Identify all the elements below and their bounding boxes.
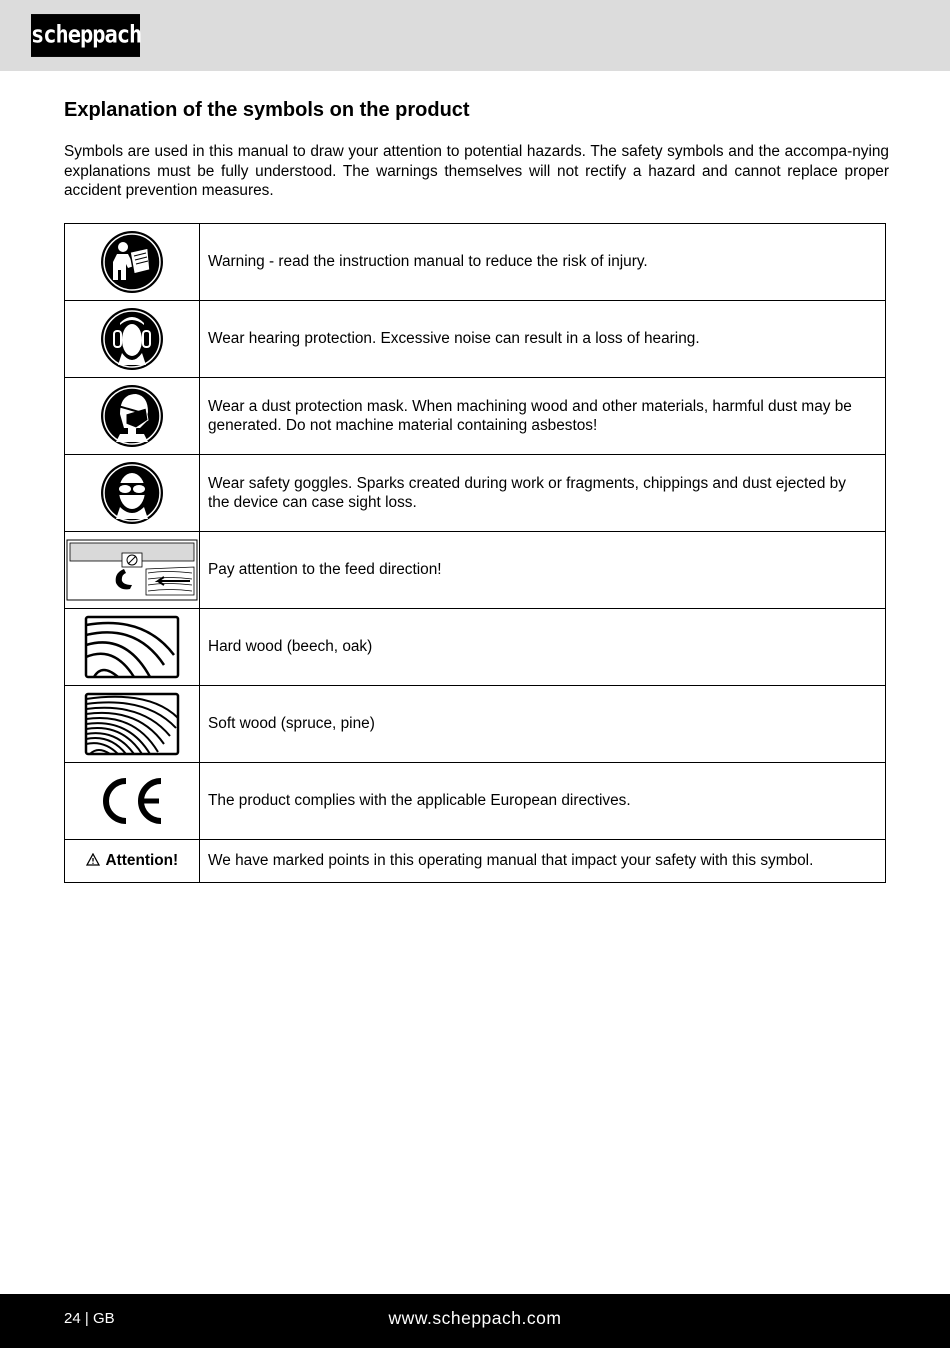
symbol-description: We have marked points in this operating manual that impact your safety with this symbol. xyxy=(200,840,886,883)
page-title: Explanation of the symbols on the product xyxy=(64,99,470,121)
table-row xyxy=(65,532,886,609)
website-link[interactable]: www.scheppach.com xyxy=(388,1308,562,1328)
symbol-cell xyxy=(65,763,200,840)
table-row xyxy=(65,840,886,883)
symbol-cell xyxy=(65,301,200,378)
intro-paragraph: Symbols are used in this manual to draw your attention to potential hazards. The safety symbols and the accompa-nying explanations must be fully understood. The warnings themselves will not rectify a hazard and cannot replace proper accident prevention measures. xyxy=(64,143,889,199)
symbol-description: Pay attention to the feed direction! xyxy=(200,532,886,609)
header-band xyxy=(0,0,950,71)
table-row xyxy=(65,686,886,763)
warning-triangle-icon xyxy=(86,853,100,866)
scheppach-logo: scheppach xyxy=(31,14,140,57)
soft-wood-icon xyxy=(84,692,180,756)
ce-mark-icon xyxy=(99,777,165,825)
feed-direction-icon xyxy=(66,539,198,601)
symbol-description: Hard wood (beech, oak) xyxy=(200,609,886,686)
symbol-description: Soft wood (spruce, pine) xyxy=(200,686,886,763)
attention-text: Attention! xyxy=(105,852,179,870)
symbol-description: Wear safety goggles. Sparks created during work or fragments, chippings and dust ejected by the device can case sight loss. xyxy=(200,455,886,532)
footer-band xyxy=(0,1294,950,1348)
symbol-description: Warning - read the instruction manual to reduce the risk of injury. xyxy=(200,224,886,301)
symbols-table xyxy=(64,223,886,883)
symbol-cell xyxy=(65,378,200,455)
symbol-cell xyxy=(65,840,200,883)
symbol-description: The product complies with the applicable European directives. xyxy=(200,763,886,840)
symbol-description: Wear a dust protection mask. When machining wood and other materials, harmful dust may be generated. Do not machine material containing asbestos! xyxy=(200,378,886,455)
table-row xyxy=(65,763,886,840)
symbol-cell xyxy=(65,686,200,763)
language-code: GB xyxy=(92,1310,115,1327)
read-manual-icon xyxy=(100,230,164,294)
table-row xyxy=(65,224,886,301)
attention-label xyxy=(86,852,178,869)
page-separator: | xyxy=(84,1310,89,1327)
symbol-cell xyxy=(65,455,200,532)
symbol-description: Wear hearing protection. Excessive noise can result in a loss of hearing. xyxy=(200,301,886,378)
table-row xyxy=(65,609,886,686)
page-number: 24 xyxy=(64,1310,81,1327)
hard-wood-icon xyxy=(84,615,180,679)
dust-mask-icon xyxy=(100,384,164,448)
symbol-cell xyxy=(65,224,200,301)
symbol-cell xyxy=(65,532,200,609)
hearing-protection-icon xyxy=(100,307,164,371)
safety-goggles-icon xyxy=(100,461,164,525)
table-row xyxy=(65,378,886,455)
table-row xyxy=(65,455,886,532)
symbol-cell xyxy=(65,609,200,686)
table-row xyxy=(65,301,886,378)
